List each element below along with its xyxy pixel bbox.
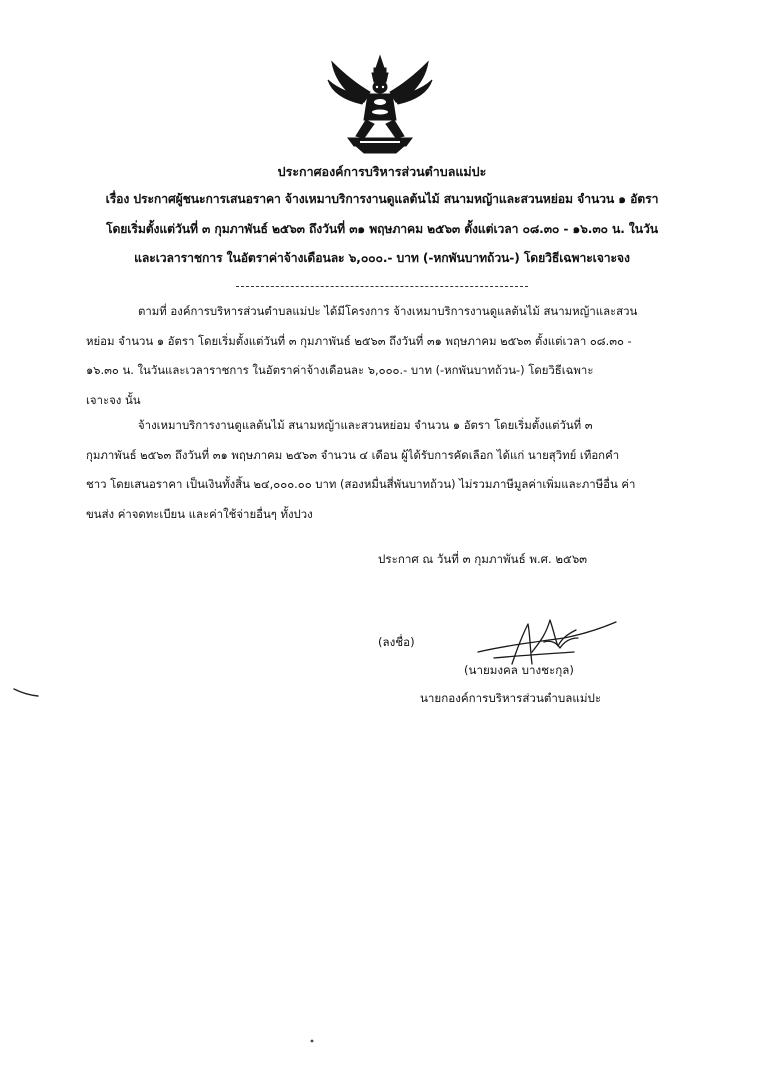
scan-mark bbox=[12, 686, 42, 700]
announce-date: ประกาศ ณ วันที่ ๓ กุมภาพันธ์ พ.ศ. ๒๕๖๓ bbox=[378, 552, 588, 566]
subject-line-2: โดยเริ่มตั้งแต่วันที่ ๓ กุมภาพันธ์ ๒๕๖๓ ถึงวันที่ ๓๑ พฤษภาคม ๒๕๖๓ ตั้งแต่เวลา ๐๘.๓๐ - ๑๖.๓๐ น. ในวัน bbox=[106, 222, 658, 236]
paragraph-2-line-1: จ้างเหมาบริการงานดูแลต้นไม้ สนามหญ้าและสวนหย่อม จำนวน ๑ อัตรา โดยเริ่มตั้งแต่วันที่ ๓ bbox=[138, 418, 593, 432]
garuda-emblem-icon bbox=[326, 54, 434, 154]
paragraph-1 bbox=[86, 297, 684, 415]
paragraph-2-line-3: ชาว โดยเสนอราคา เป็นเงินทั้งสิ้น ๒๔,๐๐๐.๐๐ บาท (สองหมื่นสี่พันบาทถ้วน) ไม่รวมภาษีมูลค่าเพิ่มและภาษีอื่น ค่า bbox=[86, 477, 636, 491]
org-title: ประกาศองค์การบริหารส่วนตำบลแม่ปะ bbox=[277, 164, 487, 179]
paragraph-1-line-1: ตามที่ องค์การบริหารส่วนตำบลแม่ปะ ได้มีโครงการ จ้างเหมาบริการงานดูแลต้นไม้ สนามหญ้าและสวน bbox=[138, 304, 638, 318]
signature-label: (ลงชื่อ) bbox=[378, 635, 415, 649]
paragraph-1-line-3: ๑๖.๓๐ น. ในวันและเวลาราชการ ในอัตราค่าจ้างเดือนละ ๖,๐๐๐.- บาท (-หกพันบาทถ้วน-) โดยวิธีเฉพาะ bbox=[86, 363, 594, 377]
paragraph-2-line-2: กุมภาพันธ์ ๒๕๖๓ ถึงวันที่ ๓๑ พฤษภาคม ๒๕๖๓ จำนวน ๔ เดือน ผู้ได้รับการคัดเลือก ได้แก่ นายสุวิทย์ เทือกคำ bbox=[86, 447, 620, 462]
paragraph-2-line-4: ขนส่ง ค่าจดทะเบียน และค่าใช้จ่ายอื่นๆ ทั้งปวง bbox=[86, 506, 313, 521]
signer-name: (นายมงคล บางชะกุล) bbox=[464, 663, 574, 677]
paragraph-1-line-2: หย่อม จำนวน ๑ อัตรา โดยเริ่มตั้งแต่วันที่ ๓ กุมภาพันธ์ ๒๕๖๓ ถึงวันที่ ๓๑ พฤษภาคม ๒๕๖๓ ตั้งแต่เวลา ๐๘.๓๐ - bbox=[86, 333, 632, 348]
subject-line-3: และเวลาราชการ ในอัตราค่าจ้างเดือนละ ๖,๐๐๐.- บาท (-หกพันบาทถ้วน-) โดยวิธีเฉพาะเจาะจง bbox=[134, 251, 630, 265]
scan-dot bbox=[309, 1038, 315, 1044]
paragraph-1-line-4: เจาะจง นั้น bbox=[86, 392, 141, 407]
paragraph-2 bbox=[86, 411, 684, 529]
signer-title: นายกองค์การบริหารส่วนตำบลแม่ปะ bbox=[420, 691, 602, 705]
divider-line bbox=[236, 286, 528, 287]
subject-line-1: เรื่อง ประกาศผู้ชนะการเสนอราคา จ้างเหมาบริการงานดูแลต้นไม้ สนามหญ้าและสวนหย่อม จำนวน ๑ อัตรา bbox=[105, 192, 659, 206]
